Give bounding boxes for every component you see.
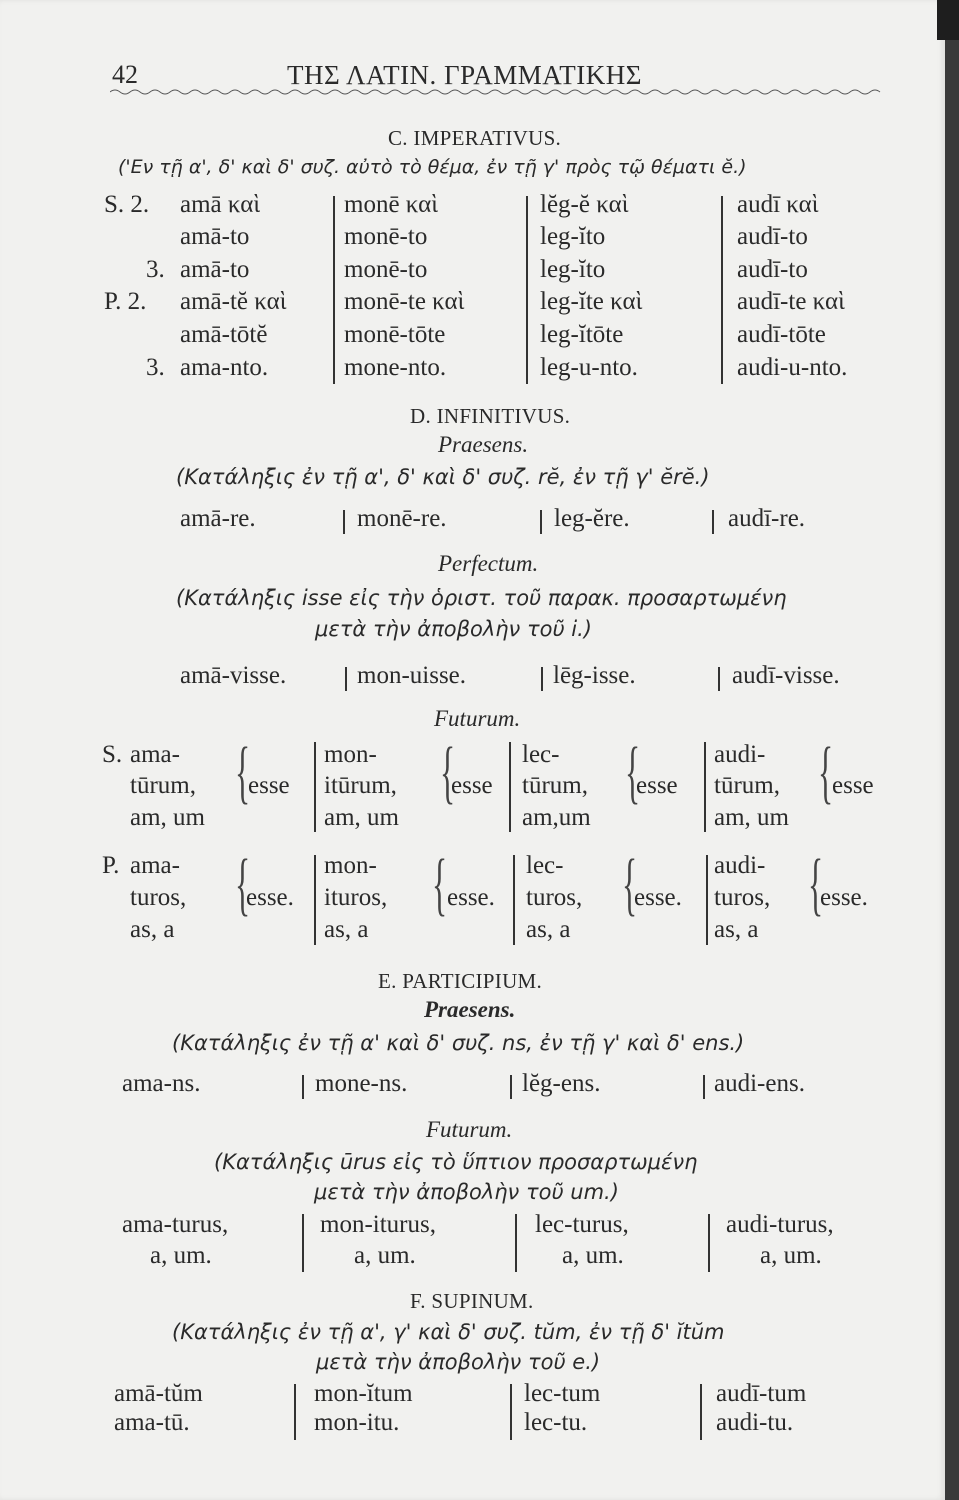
- fut-sg-stem: lec-: [522, 741, 560, 768]
- brace: {: [432, 846, 448, 923]
- imperativus-note: ('Εν τῇ α', δ' καὶ δ' συζ. αὐτὸ τὸ θέμα, ἐν τῇ γ' πρὸς τῷ θέματι ĕ.): [118, 156, 747, 178]
- column-rule: [721, 196, 723, 384]
- imp-form: leg-ĭtōte: [540, 321, 624, 348]
- page-corner: [937, 0, 959, 40]
- brace: {: [440, 734, 456, 811]
- column-rule: [700, 1384, 702, 1440]
- imp-form: audi-u-nto.: [737, 354, 848, 381]
- part-praesens-form: ama-ns.: [122, 1070, 201, 1097]
- fut-esse: esse: [248, 772, 290, 799]
- fut-pl-stem: audi-: [714, 852, 766, 879]
- imp-form: lĕg-ĕ καὶ: [540, 191, 629, 218]
- column-rule: [526, 196, 528, 384]
- inf-perfectum-form: audī-visse.: [732, 662, 840, 689]
- column-rule: [314, 855, 316, 945]
- participium-futurum-note-2: μετὰ τὴν ἀποβολὴν τοῦ um.): [314, 1180, 619, 1204]
- label-p2: P. 2.: [104, 288, 147, 315]
- part-futurum-form: mon-iturus,: [320, 1211, 436, 1238]
- fut-sg-gender: am,um: [522, 804, 591, 831]
- column-rule: [510, 1384, 512, 1440]
- part-futurum-gender: a, um.: [354, 1242, 416, 1269]
- inf-praesens-form: monē-re.: [357, 505, 447, 532]
- supinum-note-2: μετὰ τὴν ἀποβολὴν τοῦ e.): [316, 1350, 601, 1374]
- fut-esse: esse: [636, 772, 678, 799]
- column-rule: [345, 667, 347, 691]
- inf-praesens-form: audī-re.: [728, 505, 806, 532]
- column-rule: [703, 1075, 705, 1099]
- brace: {: [235, 846, 251, 923]
- supinum-form: audī-tum: [716, 1380, 807, 1407]
- inf-perfectum-form: lēg-isse.: [553, 662, 636, 689]
- imp-form: leg-ĭto: [540, 223, 606, 250]
- part-futurum-form: audi-turus,: [726, 1211, 834, 1238]
- column-rule: [712, 510, 714, 534]
- fut-esse: esse.: [246, 884, 294, 911]
- column-rule: [510, 1075, 512, 1099]
- column-rule: [314, 742, 316, 832]
- fut-sg-ending: tūrum,: [522, 772, 588, 799]
- fut-esse: esse: [451, 772, 493, 799]
- inf-perfectum-form: amā-visse.: [180, 662, 287, 689]
- fut-pl-gender: as, a: [324, 916, 369, 943]
- fut-pl-gender: as, a: [130, 916, 175, 943]
- fut-sg-stem: ama-: [130, 741, 180, 768]
- part-praesens-form: audi-ens.: [714, 1070, 805, 1097]
- page-number: 42: [112, 60, 138, 89]
- column-rule: [302, 1075, 304, 1099]
- supinum-form: mon-itu.: [314, 1409, 400, 1436]
- part-futurum-gender: a, um.: [150, 1242, 212, 1269]
- inf-praesens-form: amā-re.: [180, 505, 256, 532]
- fut-esse: esse.: [634, 884, 682, 911]
- column-rule: [294, 1384, 296, 1440]
- participium-praesens-note: (Κατάληξις ἐν τῇ α' καὶ δ' συζ. ns, ἐν τῇ γ' καὶ δ' ens.): [172, 1031, 745, 1055]
- part-futurum-form: lec-turus,: [535, 1211, 629, 1238]
- fut-pl-stem: mon-: [324, 852, 377, 879]
- column-rule: [333, 196, 335, 384]
- fut-pl-gender: as, a: [714, 916, 759, 943]
- imp-form: ama-nto.: [180, 354, 269, 381]
- infinitivus-praesens-note: (Κατάληξις ἐν τῇ α', δ' καὶ δ' συζ. rĕ, ἐν τῇ γ' ĕrĕ.): [176, 465, 710, 489]
- supinum-form: lec-tu.: [524, 1409, 588, 1436]
- header-rule: [110, 88, 885, 96]
- imperativus-heading: C. IMPERATIVUS.: [388, 126, 562, 150]
- participium-praesens-title: Praesens.: [424, 997, 516, 1022]
- column-rule: [540, 510, 542, 534]
- label-p3: 3.: [146, 354, 165, 381]
- participium-futurum-note: (Κατάληξις ūrus εἰς τὸ ὕπτιον προσαρτωμένη: [214, 1150, 698, 1174]
- supinum-form: lec-tum: [524, 1380, 601, 1407]
- label-s3: 3.: [146, 256, 165, 283]
- column-rule: [302, 1214, 304, 1272]
- imp-form: monē-te καὶ: [344, 288, 465, 315]
- brace: {: [808, 846, 824, 923]
- part-futurum-form: ama-turus,: [122, 1211, 229, 1238]
- imp-form: audī καὶ: [737, 191, 819, 218]
- fut-sg-ending: tūrum,: [714, 772, 780, 799]
- fut-sg-gender: am, um: [130, 804, 205, 831]
- part-praesens-form: lĕg-ens.: [522, 1070, 601, 1097]
- imp-form: mone-nto.: [344, 354, 447, 381]
- fut-pl-gender: as, a: [526, 916, 571, 943]
- imp-form: leg-ĭte καὶ: [540, 288, 643, 315]
- inf-praesens-form: leg-ĕre.: [554, 505, 630, 532]
- participium-futurum-title: Futurum.: [426, 1117, 513, 1142]
- fut-esse: esse.: [447, 884, 495, 911]
- fut-esse: esse.: [820, 884, 868, 911]
- supinum-heading: F. SUPINUM.: [410, 1289, 534, 1313]
- page-header: [112, 52, 892, 92]
- imp-form: amā-to: [180, 223, 250, 250]
- infinitivus-perfectum-note: (Κατάληξις isse εἰς τὴν ὁριστ. τοῦ παρακ. προσαρτωμένη: [176, 586, 787, 610]
- brace: {: [622, 846, 638, 923]
- fut-pl-ending: turos,: [526, 884, 583, 911]
- column-rule: [708, 1214, 710, 1272]
- fut-sg-ending: itūrum,: [324, 772, 397, 799]
- fut-pl-ending: turos,: [130, 884, 187, 911]
- fut-sg-gender: am, um: [324, 804, 399, 831]
- part-praesens-form: mone-ns.: [315, 1070, 408, 1097]
- fut-pl-stem: ama-: [130, 852, 180, 879]
- imp-form: amā-tōtĕ: [180, 321, 268, 348]
- column-rule: [509, 742, 511, 832]
- supinum-note: (Κατάληξις ἐν τῇ α', γ' καὶ δ' συζ. tŭm, ἐν τῇ δ' ĭtŭm: [172, 1320, 725, 1344]
- infinitivus-praesens-title: Praesens.: [438, 432, 529, 457]
- fut-esse: esse: [832, 772, 874, 799]
- imp-form: monē-tōte: [344, 321, 446, 348]
- fut-pl-ending: ituros,: [324, 884, 388, 911]
- imp-form: audī-to: [737, 256, 808, 283]
- column-rule: [541, 667, 543, 691]
- imp-form: leg-ĭto: [540, 256, 606, 283]
- brace: {: [818, 734, 834, 811]
- imp-form: amā-to: [180, 256, 250, 283]
- supinum-form: ama-tū.: [114, 1409, 190, 1436]
- column-rule: [515, 1214, 517, 1272]
- imp-form: audī-tōte: [737, 321, 826, 348]
- futurum-singular-label: S.: [102, 741, 123, 768]
- imp-form: amā καὶ: [180, 191, 261, 218]
- fut-pl-ending: turos,: [714, 884, 771, 911]
- column-rule: [343, 510, 345, 534]
- participium-heading: E. PARTICIPIUM.: [378, 969, 543, 993]
- column-rule: [718, 667, 720, 691]
- imp-form: monē-to: [344, 223, 428, 250]
- supinum-form: amā-tŭm: [114, 1380, 203, 1407]
- brace: {: [625, 734, 641, 811]
- futurum-plural-label: P.: [102, 852, 120, 879]
- infinitivus-perfectum-title: Perfectum.: [438, 551, 539, 576]
- imp-form: audī-to: [737, 223, 808, 250]
- running-title: ΤΗΣ ΛΑΤΙΝ. ΓΡΑΜΜΑΤΙΚΗΣ: [287, 60, 642, 90]
- supinum-form: mon-ĭtum: [314, 1380, 413, 1407]
- imp-form: monē-to: [344, 256, 428, 283]
- imp-form: audī-te καὶ: [737, 288, 845, 315]
- inf-perfectum-form: mon-uisse.: [357, 662, 467, 689]
- fut-sg-ending: tūrum,: [130, 772, 196, 799]
- part-futurum-gender: a, um.: [760, 1242, 822, 1269]
- fut-sg-stem: mon-: [324, 741, 377, 768]
- fut-sg-gender: am, um: [714, 804, 789, 831]
- column-rule: [513, 855, 515, 945]
- label-s2: S. 2.: [104, 191, 150, 218]
- infinitivus-perfectum-note-2: μετὰ τὴν ἀποβολὴν τοῦ i.): [315, 617, 592, 641]
- column-rule: [706, 855, 708, 945]
- page-edge: [945, 0, 959, 1500]
- imp-form: monē καὶ: [344, 191, 438, 218]
- part-futurum-gender: a, um.: [562, 1242, 624, 1269]
- imp-form: leg-u-nto.: [540, 354, 638, 381]
- brace: {: [235, 734, 251, 811]
- infinitivus-futurum-title: Futurum.: [434, 706, 521, 731]
- infinitivus-heading: D. INFINITIVUS.: [410, 404, 571, 428]
- fut-pl-stem: lec-: [526, 852, 564, 879]
- column-rule: [704, 742, 706, 832]
- supinum-form: audi-tu.: [716, 1409, 794, 1436]
- fut-sg-stem: audi-: [714, 741, 766, 768]
- imp-form: amā-tĕ καὶ: [180, 288, 287, 315]
